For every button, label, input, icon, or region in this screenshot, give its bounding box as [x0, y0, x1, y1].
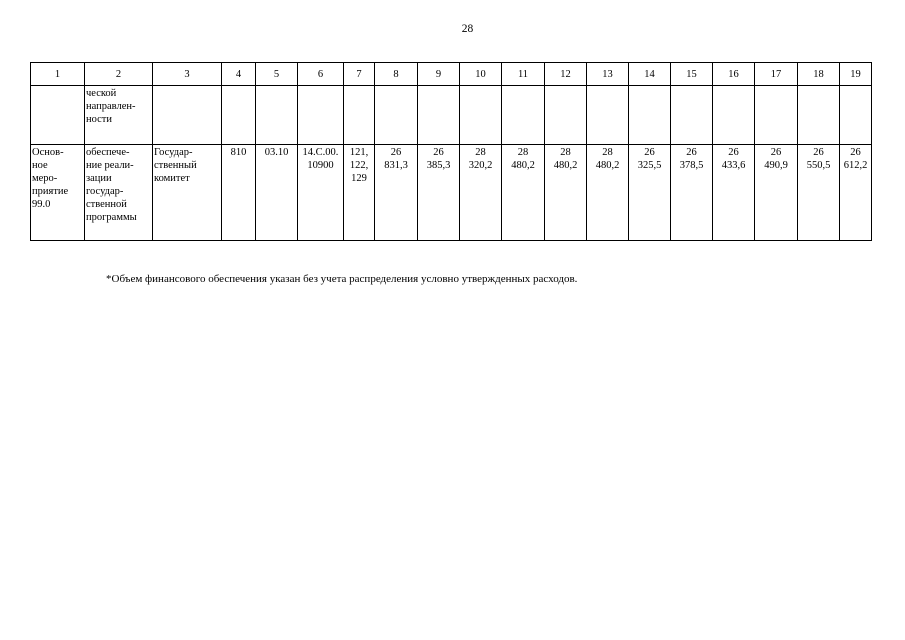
column-number: 16 [713, 63, 755, 86]
footnote: *Объем финансового обеспечения указан без учета распределения условно утвержденных расходов. [106, 273, 578, 285]
cell-line: меро- [32, 173, 58, 184]
table-cell [375, 86, 418, 145]
cell-line: 480,2 [511, 160, 535, 171]
table-cell [460, 145, 502, 241]
table-cell [298, 86, 344, 145]
cell-line: ственный [154, 160, 197, 171]
table-cell [222, 145, 256, 241]
column-number: 18 [798, 63, 840, 86]
table-cell [153, 145, 222, 241]
table-cell [256, 86, 298, 145]
table-cell [840, 86, 872, 145]
page-number: 28 [461, 23, 474, 35]
table-cell [256, 145, 298, 241]
table-cell [629, 145, 671, 241]
table-cell [798, 86, 840, 145]
table-cell [85, 145, 153, 241]
continuation-row [31, 86, 872, 145]
cell-line: 121, [349, 147, 369, 158]
column-number: 19 [840, 63, 872, 86]
cell-line: 433,6 [721, 160, 746, 171]
table-cell [153, 86, 222, 145]
table-cell [375, 145, 418, 241]
column-number: 7 [344, 63, 375, 86]
cell-line: 122, [349, 160, 369, 171]
cell-line: 26 [433, 147, 444, 158]
table-cell [755, 145, 798, 241]
cell-line: обеспече- [86, 147, 130, 158]
cell-line: ческой [86, 88, 117, 99]
table-cell [502, 86, 545, 145]
cell-line: 378,5 [679, 160, 704, 171]
column-number: 3 [153, 63, 222, 86]
column-number: 15 [671, 63, 713, 86]
cell-line: ности [86, 114, 112, 125]
cell-line: 612,2 [843, 160, 868, 171]
table-cell [713, 145, 755, 241]
column-number: 4 [222, 63, 256, 86]
cell-line: 14.С.00. [302, 147, 339, 158]
column-number: 12 [545, 63, 587, 86]
column-number: 14 [629, 63, 671, 86]
table-cell [298, 145, 344, 241]
cell-line: 28 [560, 147, 571, 158]
table-cell [671, 145, 713, 241]
table-cell [418, 86, 460, 145]
cell-line: направлен- [86, 101, 136, 112]
column-number: 5 [256, 63, 298, 86]
cell-line: 129 [351, 173, 367, 184]
cell-line: 550,5 [806, 160, 831, 171]
table-cell [222, 86, 256, 145]
cell-line: Основ- [32, 147, 64, 158]
table-cell [31, 86, 85, 145]
table-cell [418, 145, 460, 241]
cell-line: 480,2 [553, 160, 578, 171]
cell-line: 10900 [307, 160, 334, 171]
table-cell [344, 86, 375, 145]
cell-line: 28 [517, 147, 529, 158]
cell-line: комитет [154, 173, 190, 184]
cell-line: 99.0 [32, 199, 51, 210]
table-cell [31, 145, 85, 241]
column-number: 11 [502, 63, 545, 86]
cell-line: 26 [850, 147, 861, 158]
column-number: 8 [375, 63, 418, 86]
table-cell [587, 145, 629, 241]
cell-line: ное [32, 160, 48, 171]
cell-line: 490,9 [764, 160, 788, 171]
table-cell [545, 86, 587, 145]
table-cell [713, 86, 755, 145]
cell-line: 03.10 [264, 147, 289, 158]
cell-line: 26 [686, 147, 697, 158]
table-cell [671, 86, 713, 145]
table-cell [85, 86, 153, 145]
cell-line: 385,3 [426, 160, 451, 171]
column-number: 13 [587, 63, 629, 86]
column-number-row [31, 63, 872, 86]
cell-line: 831,3 [384, 160, 408, 171]
column-number: 10 [460, 63, 502, 86]
cell-line: 320,2 [468, 160, 493, 171]
cell-line: 26 [770, 147, 782, 158]
cell-line: 28 [475, 147, 486, 158]
cell-line: приятие [32, 186, 69, 197]
table-cell [798, 145, 840, 241]
cell-line: ственной [86, 199, 127, 210]
cell-line: программы [86, 212, 137, 223]
table-cell [502, 145, 545, 241]
cell-line: 26 [644, 147, 655, 158]
table-cell [587, 86, 629, 145]
cell-line: 26 [813, 147, 824, 158]
table-cell [460, 86, 502, 145]
cell-line: Государ- [154, 147, 193, 158]
table-cell [545, 145, 587, 241]
column-number: 6 [298, 63, 344, 86]
cell-line: 480,2 [595, 160, 620, 171]
table-row [31, 145, 872, 241]
column-number: 1 [31, 63, 85, 86]
column-number: 17 [755, 63, 798, 86]
cell-line: 26 [728, 147, 739, 158]
table-cell [629, 86, 671, 145]
cell-line: 810 [230, 147, 247, 158]
table-cell [840, 145, 872, 241]
table-cell [755, 86, 798, 145]
cell-line: государ- [86, 186, 124, 197]
cell-line: 325,5 [637, 160, 662, 171]
column-number: 9 [418, 63, 460, 86]
cell-line: 28 [602, 147, 613, 158]
financing-table [30, 62, 872, 241]
cell-line: 26 [390, 147, 402, 158]
cell-line: зации [86, 173, 112, 184]
table-cell [344, 145, 375, 241]
column-number: 2 [85, 63, 153, 86]
cell-line: ние реали- [86, 160, 134, 171]
